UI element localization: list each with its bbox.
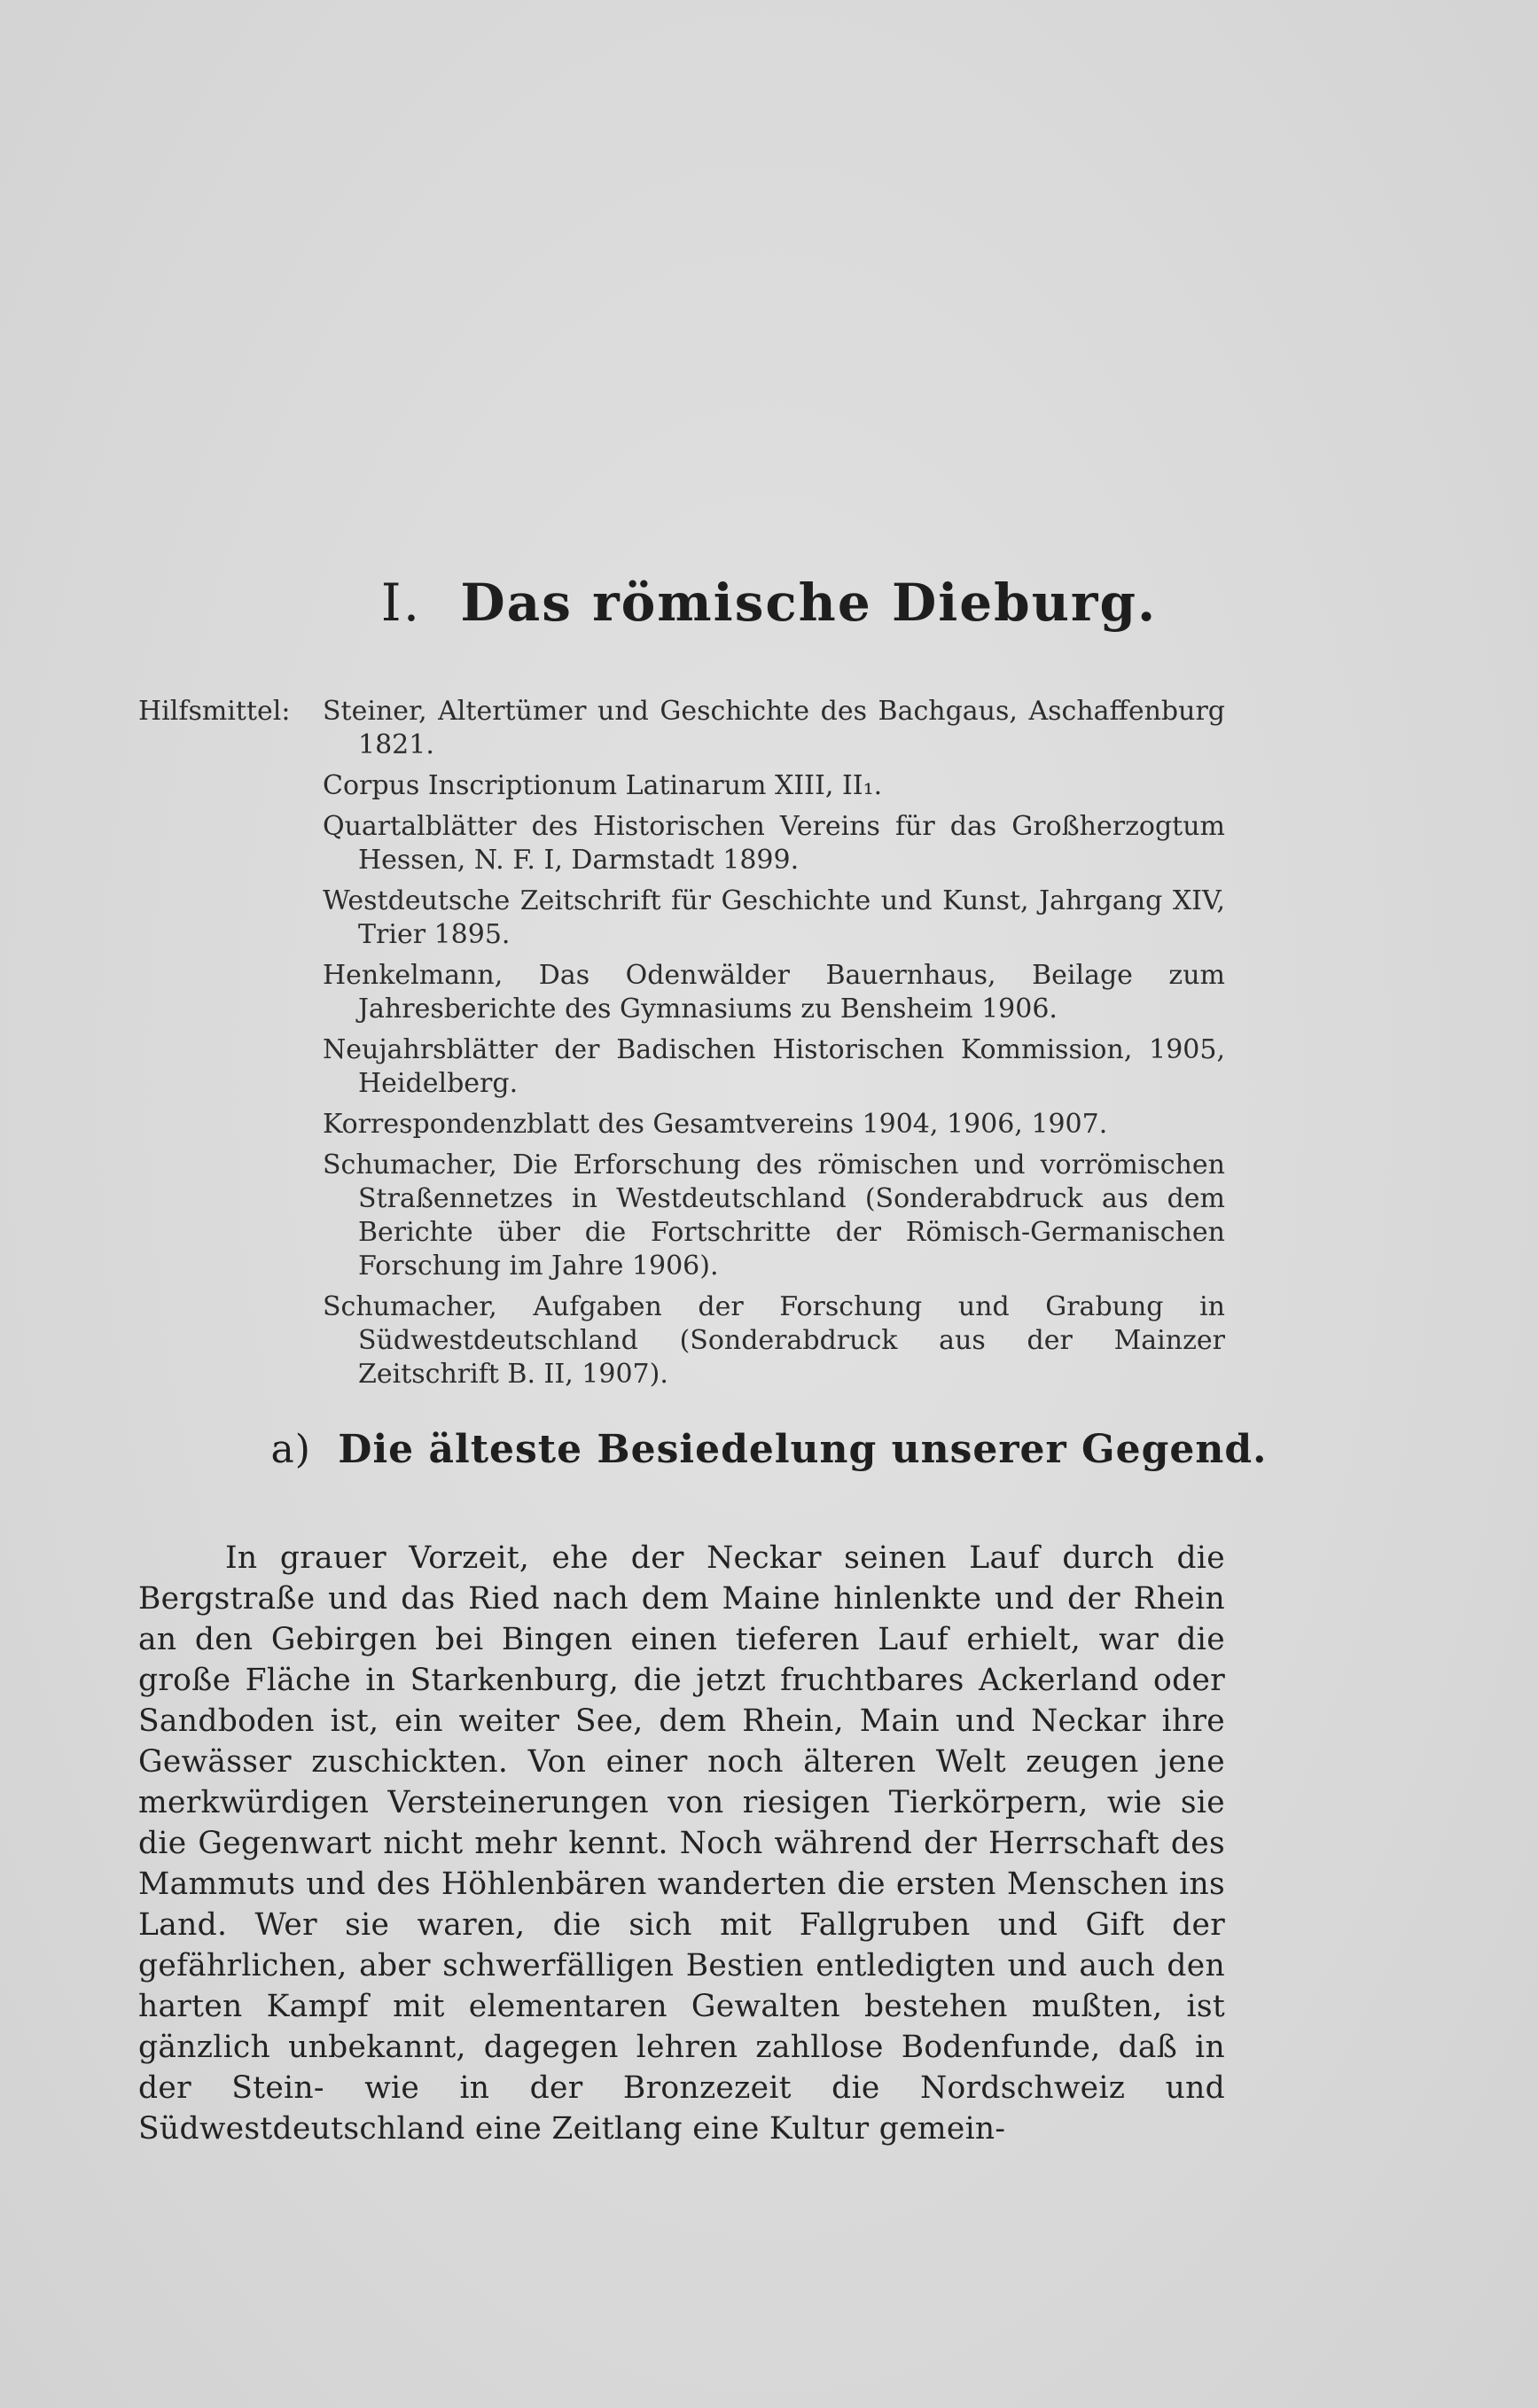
bibliography-entry: Corpus Inscriptionum Latinarum XIII, II₁. (323, 770, 883, 801)
bibliography (138, 695, 1225, 1399)
bibliography-entry: Schumacher, Die Erforschung des römischen und vorrömischen Straßennetzes in Westdeutschland (Sonderabdruck aus dem Berichte über die Fortschritte der Römisch-Germanischen Forschung im Jahre 1906). (323, 1149, 1225, 1282)
section-title: Die älteste Besiedelung unserer Gegend. (338, 1427, 1268, 1472)
chapter-title-text: Das römische Dieburg. (460, 573, 1158, 633)
bibliography-label: Hilfsmittel: (138, 696, 291, 727)
bibliography-entry: Henkelmann, Das Odenwälder Bauernhaus, Beilage zum Jahresberichte des Gymnasiums zu Bensheim 1906. (323, 960, 1225, 1025)
bibliography-entry: Schumacher, Aufgaben der Forschung und Grabung in Südwestdeutschland (Sonderabdruck aus der Mainzer Zeitschrift B. II, 1907). (323, 1291, 1225, 1390)
bibliography-entry: Westdeutsche Zeitschrift für Geschichte und Kunst, Jahrgang XIV, Trier 1895. (323, 885, 1225, 950)
chapter-numeral: I. (380, 573, 422, 633)
body-paragraph: In grauer Vorzeit, ehe der Neckar seinen Lauf durch die Bergstraße und das Ried nach dem Maine hinlenkte und der Rhein an den Gebirgen bei Bingen einen tieferen Lauf erhielt, war die große Fläche in Starkenburg, die jetzt fruchtbares Ackerland oder Sandboden ist, ein weiter See, dem Rhein, Main und Neckar ihre Gewässer zuschickten. Von einer noch älteren Welt zeugen jene merkwürdigen Versteinerungen von riesigen Tierkörpern, wie sie die Gegenwart nicht mehr kennt. Noch während der Herrschaft des Mammuts und des Höhlenbären wanderten die ersten Menschen ins Land. Wer sie waren, die sich mit Fallgruben und Gift der gefährlichen, aber schwerfälligen Bestien entledigten und auch den harten Kampf mit elementaren Gewalten bestehen mußten, ist gänzlich unbekannt, dagegen lehren zahllose Bodenfunde, daß in der Stein- wie in der Bronzezeit die Nordschweiz und Südwestdeutschland eine Zeitlang eine Kultur gemein- (138, 1539, 1225, 2147)
chapter-title (0, 573, 1538, 633)
bibliography-list (323, 695, 1225, 1399)
bibliography-entry: Neujahrsblätter der Badischen Historischen Kommission, 1905, Heidelberg. (323, 1034, 1225, 1099)
bibliography-entry: Steiner, Altertümer und Geschichte des Bachgaus, Aschaffenburg 1821. (323, 696, 1225, 760)
bibliography-entry: Korrespondenzblatt des Gesamtvereins 1904, 1906, 1907. (323, 1109, 1108, 1140)
section-heading (0, 1427, 1538, 1472)
section-mark: a) (270, 1427, 311, 1472)
bibliography-entry: Quartalblätter des Historischen Vereins für das Großherzogtum Hessen, N. F. I, Darmstadt 1899. (323, 811, 1225, 876)
